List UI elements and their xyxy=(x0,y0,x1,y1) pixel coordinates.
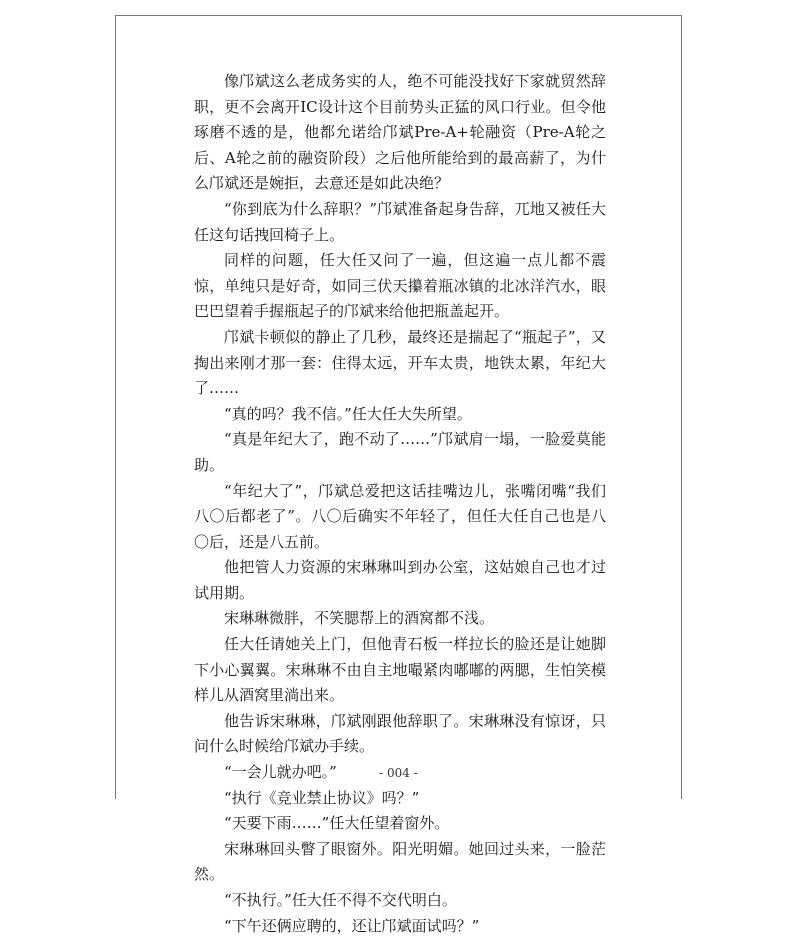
book-page xyxy=(115,15,682,935)
paragraph: “下午还俩应聘的，还让邝斌面试吗？” xyxy=(224,916,480,935)
paragraph: “执行《竞业禁止协议》吗？” xyxy=(224,788,420,807)
paragraph: “天要下雨……”任大任望着窗外。 xyxy=(224,814,450,833)
body-text xyxy=(194,69,606,939)
paragraph: “一会儿就办吧。” xyxy=(224,763,337,782)
paragraph: 宋琳琳回头瞥了眼窗外。阳光明媚。她回过头来，一脸茫然。 xyxy=(194,839,606,884)
paragraph: 宋琳琳微胖，不笑腮帮上的酒窝都不浅。 xyxy=(224,609,495,628)
paragraph: 他告诉宋琳琳，邝斌刚跟他辞职了。宋琳琳没有惊讶，只问什么时候给邝斌办手续。 xyxy=(194,711,606,756)
paragraph: 任大任请她关上门，但他青石板一样拉长的脸还是让她脚下小心翼翼。宋琳琳不由自主地嘬紧肉嘟嘟的两腮，生怕笑模样儿从酒窝里淌出来。 xyxy=(194,635,606,705)
paragraph: “你到底为什么辞职？”邝斌准备起身告辞，兀地又被任大任这句话拽回椅子上。 xyxy=(194,199,606,244)
paragraph: 邝斌卡顿似的静止了几秒，最终还是揣起了“瓶起子”，又掏出来刚才那一套：住得太远，开车太贵，地铁太累，年纪大了…… xyxy=(194,327,606,398)
page-number: - 004 - xyxy=(379,766,418,780)
paragraph: 像邝斌这么老成务实的人，绝不可能没找好下家就贸然辞职，更不会离开IC设计这个目前势头正猛的风口行业。但令他琢磨不透的是，他都允诺给邝斌Pre-A+轮融资（Pre-A轮之后、A轮之前的融资阶段）之后他所能给到的最高薪了，为什么邝斌还是婉拒，去意还是如此决绝？ xyxy=(194,72,606,193)
paragraph: 同样的问题，任大任又问了一遍，但这遍一点儿都不震惊，单纯只是好奇，如同三伏天攥着瓶冰镇的北冰洋汽水，眼巴巴望着手握瓶起子的邝斌来给他把瓶盖起开。 xyxy=(194,251,606,321)
paragraph: 他把管人力资源的宋琳琳叫到办公室，这姑娘自己也才过试用期。 xyxy=(194,558,606,602)
paragraph: “年纪大了”，邝斌总爱把这话挂嘴边儿，张嘴闭嘴“我们八〇后都老了”。八〇后确实不年轻了，但任大任自己也是八〇后，还是八五前。 xyxy=(194,481,606,551)
paragraph: “真是年纪大了，跑不动了……”邝斌肩一塌，一脸爱莫能助。 xyxy=(194,430,606,474)
paragraph: “不执行。”任大任不得不交代明白。 xyxy=(224,891,457,909)
paragraph: “真的吗？我不信。”任大任大失所望。 xyxy=(224,404,472,423)
